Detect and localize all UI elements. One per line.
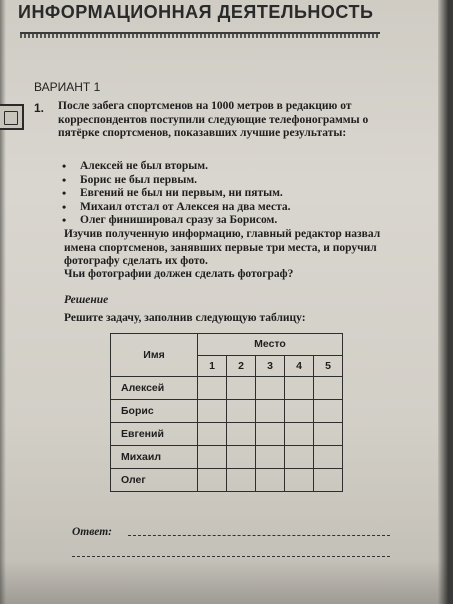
athlete-name: Олег bbox=[111, 469, 198, 492]
athlete-name: Алексей bbox=[111, 377, 198, 400]
book-icon bbox=[0, 104, 24, 130]
table-row bbox=[111, 446, 343, 469]
table-cell[interactable] bbox=[314, 469, 343, 492]
table-cell[interactable] bbox=[314, 446, 343, 469]
table-cell[interactable] bbox=[285, 446, 314, 469]
table-cell[interactable] bbox=[227, 469, 256, 492]
table-cell[interactable] bbox=[198, 400, 227, 423]
table-cell[interactable] bbox=[227, 446, 256, 469]
table-cell[interactable] bbox=[256, 377, 285, 400]
place-number: 3 bbox=[256, 355, 285, 377]
list-item: • Олег финишировал сразу за Борисом. bbox=[62, 214, 382, 228]
section-title: ИНФОРМАЦИОННАЯ ДЕЯТЕЛЬНОСТЬ bbox=[18, 2, 374, 22]
table-cell[interactable] bbox=[256, 423, 285, 446]
answer-label: Ответ: bbox=[72, 526, 112, 538]
table-cell[interactable] bbox=[227, 400, 256, 423]
table-row bbox=[111, 400, 343, 423]
table-cell[interactable] bbox=[256, 469, 285, 492]
name-column-header: Имя bbox=[111, 334, 198, 377]
place-column-header: Место bbox=[198, 334, 343, 356]
table-cell[interactable] bbox=[198, 446, 227, 469]
list-item: • Михаил отстал от Алексея на два места. bbox=[62, 201, 382, 215]
task-question: Чьи фотографии должен сделать фотограф? bbox=[64, 268, 294, 280]
table-row bbox=[111, 423, 343, 446]
table-cell[interactable] bbox=[227, 423, 256, 446]
table-cell[interactable] bbox=[227, 377, 256, 400]
table-cell[interactable] bbox=[285, 377, 314, 400]
answer-line-second[interactable] bbox=[72, 556, 390, 557]
table-cell[interactable] bbox=[314, 377, 343, 400]
task-instruction: Изучив полученную информацию, главный редактор назвал имена спортсменов, занявших первые три места, и поручил фотографу сделать их фото. bbox=[64, 228, 381, 267]
page-gutter-shadow bbox=[0, 0, 6, 604]
table-cell[interactable] bbox=[285, 423, 314, 446]
table-cell[interactable] bbox=[256, 400, 285, 423]
table-cell[interactable] bbox=[256, 446, 285, 469]
place-number: 2 bbox=[227, 355, 256, 377]
table-row bbox=[111, 377, 343, 400]
answer-line[interactable] bbox=[128, 535, 390, 536]
table-cell[interactable] bbox=[285, 400, 314, 423]
list-item: • Евгений не был ни первым, ни пятым. bbox=[62, 187, 382, 201]
table-row bbox=[111, 469, 343, 492]
table-cell[interactable] bbox=[198, 423, 227, 446]
bottom-shadow bbox=[0, 560, 448, 604]
place-number: 1 bbox=[198, 355, 227, 377]
task-text: После забега спортсменов на 1000 метров в редакцию от корреспондентов поступили следующие телефонограммы о пятёрке спортсменов, показавших лучшие результаты: bbox=[58, 100, 369, 139]
place-number: 4 bbox=[285, 355, 314, 377]
facts-list bbox=[62, 160, 382, 228]
list-item: • Алексей не был вторым. bbox=[62, 160, 382, 174]
header-rule bbox=[20, 32, 380, 38]
solution-heading: Решение bbox=[64, 294, 109, 306]
athlete-name: Михаил bbox=[111, 446, 198, 469]
table-cell[interactable] bbox=[314, 423, 343, 446]
list-item: • Борис не был первым. bbox=[62, 174, 382, 188]
place-number: 5 bbox=[314, 355, 343, 377]
table-cell[interactable] bbox=[314, 400, 343, 423]
variant-label: ВАРИАНТ 1 bbox=[34, 80, 101, 94]
table-cell[interactable] bbox=[198, 469, 227, 492]
solution-table bbox=[110, 333, 343, 492]
athlete-name: Борис bbox=[111, 400, 198, 423]
task-number: 1. bbox=[34, 101, 45, 115]
table-cell[interactable] bbox=[198, 377, 227, 400]
table-cell[interactable] bbox=[285, 469, 314, 492]
athlete-name: Евгений bbox=[111, 423, 198, 446]
page-edge-shadow bbox=[438, 0, 448, 604]
solution-hint: Решите задачу, заполнив следующую таблицу: bbox=[64, 312, 306, 324]
